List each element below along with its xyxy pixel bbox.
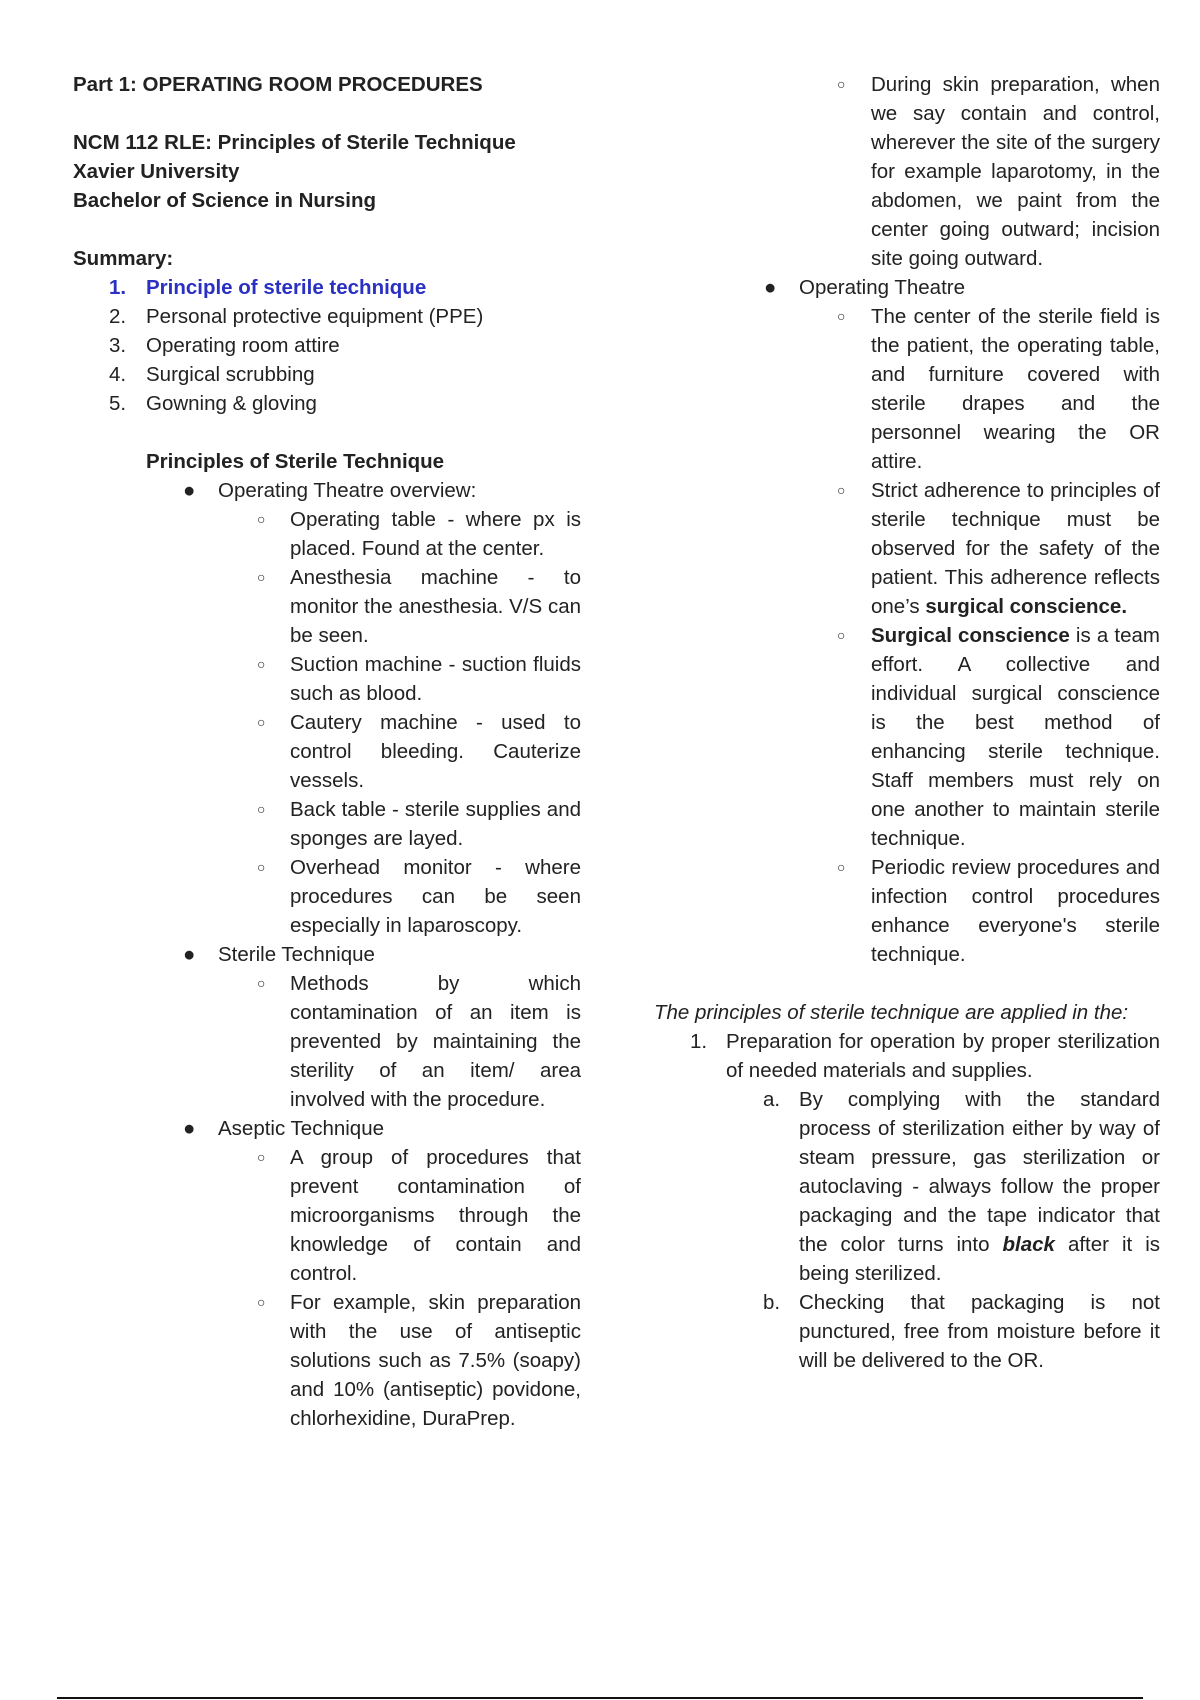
intro-paragraph: The principles of sterile technique are applied in the:	[654, 1001, 1129, 1024]
summary-item-5: 5. Gowning & gloving	[109, 392, 317, 415]
circle-bullet-icon: ○	[257, 859, 266, 875]
circle-bullet-icon: ○	[257, 975, 266, 991]
summary-item-label: Principle of sterile technique	[146, 276, 427, 299]
summary-heading: Summary:	[73, 247, 174, 270]
left-column	[73, 70, 581, 1433]
sub-bullet-item: ○ Suction machine - suction fluids such as blood.	[73, 650, 581, 708]
circle-bullet-icon: ○	[257, 801, 266, 817]
bullet-item: ● Operating Theatre	[654, 273, 1160, 302]
course-title: NCM 112 RLE: Principles of Sterile Technique	[73, 131, 516, 154]
bullet-item: ● Operating Theatre overview:	[73, 476, 581, 505]
sub-bullet-item: ○ Cautery machine - used to control bleeding. Cauterize vessels.	[73, 708, 581, 795]
sub-bullet-item: ○ Anesthesia machine - to monitor the anesthesia. V/S can be seen.	[73, 563, 581, 650]
summary-item-2: 2. Personal protective equipment (PPE)	[109, 305, 484, 328]
part-title: Part 1: OPERATING ROOM PROCEDURES	[73, 73, 483, 96]
circle-bullet-icon: ○	[257, 714, 266, 730]
emphasis: Surgical conscience	[871, 624, 1070, 647]
bullet-icon: ●	[183, 943, 196, 966]
emphasis: black	[1002, 1233, 1055, 1256]
summary-item-1[interactable]: 1. Principle of sterile technique	[109, 276, 427, 299]
numbered-item: 1. Preparation for operation by proper sterilization of needed materials and supplies.	[690, 1030, 1160, 1082]
bullet-icon: ●	[183, 479, 196, 502]
circle-bullet-icon: ○	[257, 1294, 266, 1310]
summary-item-label: Gowning & gloving	[146, 392, 317, 415]
section-title: Principles of Sterile Technique	[146, 450, 445, 473]
sub-bullet-item: ○ For example, skin preparation with the use of antiseptic solutions such as 7.5% (soapy) and 10% (antiseptic) povidone, chlorhexidine, DuraPrep.	[73, 1288, 581, 1433]
sub-bullet-item: ○ The center of the sterile field is the patient, the operating table, and furniture covered with sterile drapes and the personnel wearing the OR attire.	[654, 302, 1160, 476]
bullet-item: ● Sterile Technique	[73, 940, 581, 969]
circle-bullet-icon: ○	[257, 1149, 266, 1165]
circle-bullet-icon: ○	[257, 511, 266, 527]
program: Bachelor of Science in Nursing	[73, 189, 377, 212]
circle-bullet-icon: ○	[257, 656, 266, 672]
page-divider	[57, 1697, 1143, 1699]
circle-bullet-icon: ○	[837, 482, 846, 498]
summary-item-label: Operating room attire	[146, 334, 340, 357]
summary-item-label: Surgical scrubbing	[146, 363, 315, 386]
lettered-item: b. Checking that packaging is not punctured, free from moisture before it will be delivered to the OR.	[763, 1291, 1160, 1372]
sub-bullet-item: ○ Overhead monitor - where procedures can be seen especially in laparoscopy.	[73, 853, 581, 940]
sub-bullet-item: ○ Strict adherence to principles of sterile technique must be observed for the safety of the patient. This adherence reflects one’s surgical conscience.	[654, 476, 1160, 621]
bullet-icon: ●	[764, 276, 777, 299]
sub-bullet-item: ○ Operating table - where px is placed. Found at the center.	[73, 505, 581, 563]
circle-bullet-icon: ○	[257, 569, 266, 585]
circle-bullet-icon: ○	[837, 627, 846, 643]
summary-item-label: Personal protective equipment (PPE)	[146, 305, 484, 328]
sub-bullet-item: ○ Periodic review procedures and infection control procedures enhance everyone's sterile technique.	[654, 853, 1160, 969]
sub-bullet-item: ○ During skin preparation, when we say contain and control, wherever the site of the surgery for example laparotomy, in the abdomen, we paint from the center going outward; incision site going outward.	[654, 70, 1160, 273]
bullet-icon: ●	[183, 1117, 196, 1140]
bullet-item: ● Aseptic Technique	[73, 1114, 581, 1143]
summary-list	[73, 273, 581, 418]
circle-bullet-icon: ○	[837, 76, 846, 92]
sub-bullet-item: ○ Back table - sterile supplies and sponges are layed.	[73, 795, 581, 853]
summary-item-3: 3. Operating room attire	[109, 334, 340, 357]
circle-bullet-icon: ○	[837, 859, 846, 875]
emphasis: surgical conscience.	[925, 595, 1128, 618]
lettered-item: a. By complying with the standard process of sterilization either by way of steam pressure, gas sterilization or autoclaving - always follow the proper packaging and the tape indicator that the color turns into black after it is being sterilized.	[763, 1088, 1161, 1285]
sub-bullet-item: ○ Methods by which contamination of an item is prevented by maintaining the sterility of an item/ area involved with the procedure.	[73, 969, 581, 1114]
circle-bullet-icon: ○	[837, 308, 846, 324]
sub-bullet-item: ○ A group of procedures that prevent contamination of microorganisms through the knowledge of contain and control.	[73, 1143, 581, 1288]
sub-bullet-item: ○ Surgical conscience is a team effort. A collective and individual surgical conscience is the best method of enhancing sterile technique. Staff members must rely on one another to maintain sterile technique.	[654, 621, 1160, 853]
university: Xavier University	[73, 160, 240, 183]
right-column	[654, 70, 1160, 1375]
summary-item-4: 4. Surgical scrubbing	[109, 363, 315, 386]
